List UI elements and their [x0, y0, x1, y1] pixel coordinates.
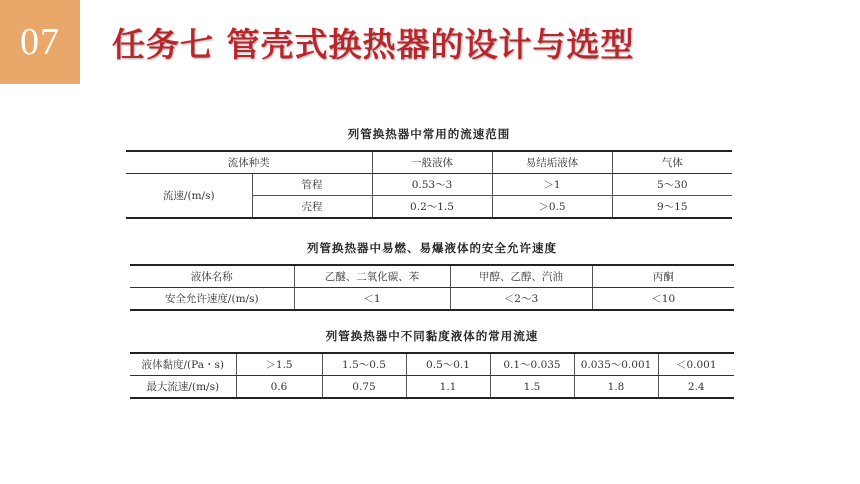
table-cell: 1.1 — [406, 376, 490, 399]
viscosity-velocity-table — [130, 352, 734, 399]
flow-velocity-range-table — [126, 150, 732, 219]
table-cell: 0.53～3 — [372, 174, 492, 196]
table-cell: ＜2～3 — [450, 288, 592, 311]
sub-label-cell: 壳程 — [252, 196, 372, 219]
row-label-cell: 最大流速/(m/s) — [130, 376, 236, 399]
safe-velocity-table — [130, 264, 734, 311]
table-header-cell: 液体名称 — [130, 265, 294, 288]
flow-velocity-range-table-block — [126, 126, 732, 219]
table-header-cell: 一般液体 — [372, 151, 492, 174]
page-title: 任务七 管壳式换热器的设计与选型 — [112, 24, 635, 64]
table1-caption: 列管换热器中常用的流速范围 — [347, 127, 511, 141]
row-label-cell: 安全允许速度/(m/s) — [130, 288, 294, 311]
section-number: 07 — [20, 21, 60, 63]
table-header-row — [130, 353, 734, 376]
table-header-cell: 气体 — [612, 151, 732, 174]
table-header-cell: 流体种类 — [126, 151, 372, 174]
table-header-cell: 丙酮 — [592, 265, 734, 288]
table-cell: ＞1 — [492, 174, 612, 196]
table-cell: 1.5 — [490, 376, 574, 399]
table-header-cell: 液体黏度/(Pa・s) — [130, 353, 236, 376]
table-cell: ＞0.5 — [492, 196, 612, 219]
table-header-cell: 甲醇、乙醇、汽油 — [450, 265, 592, 288]
table-row — [126, 174, 732, 196]
table-header-cell: 0.1～0.035 — [490, 353, 574, 376]
table-header-cell: ＞1.5 — [236, 353, 322, 376]
table-header-cell: 1.5～0.5 — [322, 353, 406, 376]
table-cell: ＜1 — [294, 288, 450, 311]
table-header-cell: 0.5～0.1 — [406, 353, 490, 376]
table-header-cell: 0.035～0.001 — [574, 353, 658, 376]
table-cell: ＜10 — [592, 288, 734, 311]
table-header-row — [130, 265, 734, 288]
table-header-row — [126, 151, 732, 174]
table3-caption: 列管换热器中不同黏度液体的常用流速 — [325, 329, 539, 343]
table-header-cell: ＜0.001 — [658, 353, 734, 376]
table-header-cell: 乙醚、二氧化碳、苯 — [294, 265, 450, 288]
safe-velocity-table-block — [130, 240, 734, 311]
sub-label-cell: 管程 — [252, 174, 372, 196]
table-cell: 0.75 — [322, 376, 406, 399]
table-row — [130, 376, 734, 399]
table-cell: 0.2～1.5 — [372, 196, 492, 219]
table-row — [130, 288, 734, 311]
table-cell: 1.8 — [574, 376, 658, 399]
table2-caption: 列管换热器中易燃、易爆液体的安全允许速度 — [307, 241, 557, 255]
section-number-badge — [0, 0, 80, 84]
row-label-cell: 流速/(m/s) — [126, 174, 252, 219]
viscosity-velocity-table-block — [130, 328, 734, 399]
table-cell: 9～15 — [612, 196, 732, 219]
table-cell: 0.6 — [236, 376, 322, 399]
table-cell: 5～30 — [612, 174, 732, 196]
table-cell: 2.4 — [658, 376, 734, 399]
table-header-cell: 易结垢液体 — [492, 151, 612, 174]
